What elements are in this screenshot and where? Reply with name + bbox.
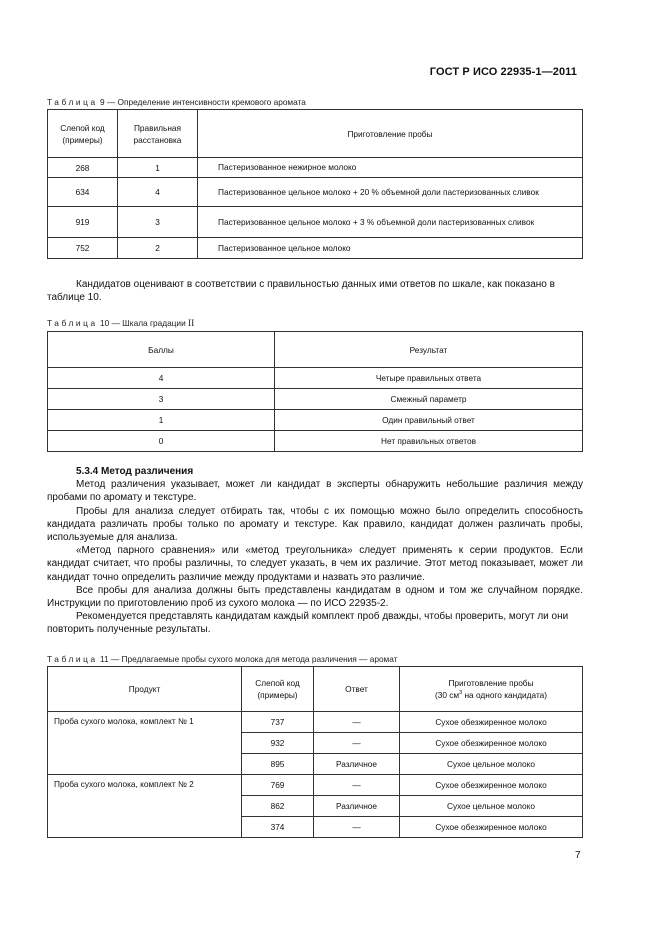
cell-points: 4 [48, 368, 275, 389]
header-line-2b: на одного кандидата) [462, 690, 548, 700]
table-9 [47, 109, 583, 259]
paragraph-text: Все пробы для анализа должны быть представлены кандидатам в одном и том же случайном порядке. Инструкции по приготовлению проб из сухого молока — по ИСО 22935-2. [47, 584, 583, 610]
cell-answer: Различное [314, 754, 400, 775]
paragraph-text: Метод различения указывает, может ли кандидат в эксперты обнаружить небольшие различия между пробами по аромату и текстуре. [47, 479, 583, 504]
table-10 [47, 331, 583, 452]
paragraph-text: «Метод парного сравнения» или «метод треугольника» следует применять к серии продуктов. Если кандидат считает, что пробы различны, то следует указать, в чем их различие. Этот метод показывает, может ли кандидат точно определить различие между продуктами и назвать это различие. [47, 545, 583, 583]
table-row [48, 712, 583, 733]
table-row [48, 178, 583, 207]
column-header-product: Продукт [48, 667, 242, 712]
table-header-row [48, 332, 583, 368]
table-row [48, 775, 583, 796]
cell-code: 374 [242, 817, 314, 838]
table-row [48, 410, 583, 431]
paragraph-scale-intro [47, 278, 583, 304]
cell-preparation: Сухое цельное молоко [400, 796, 583, 817]
header-line-2a: (30 см [434, 690, 460, 700]
cell-preparation: Сухое обезжиренное молоко [400, 775, 583, 796]
cell-answer: — [314, 775, 400, 796]
cell-preparation: Пастеризованное цельное молоко [198, 238, 583, 259]
table-row [48, 389, 583, 410]
caption-word: Таблица [47, 97, 98, 107]
paragraph-text: Пробы для анализа следует отбирать так, чтобы с их помощью можно было определить способность кандидата различать пробы только по аромату и текстуре. Как правило, кандидат должен различать пробы, используемые для анализа. [47, 505, 583, 544]
cell-code: 752 [48, 238, 118, 259]
column-header-result: Результат [275, 332, 583, 368]
cell-answer: — [314, 733, 400, 754]
cell-points: 1 [48, 410, 275, 431]
cell-code: 932 [242, 733, 314, 754]
caption-word: Таблица [47, 318, 98, 328]
cell-code: 769 [242, 775, 314, 796]
cell-code: 634 [48, 178, 118, 207]
column-header-answer: Ответ [314, 667, 400, 712]
table-row [48, 238, 583, 259]
paragraph-text: Рекомендуется представлять кандидатам каждый комплект проб дважды, чтобы проверить, могут ли они повторить полученные результаты. [47, 611, 569, 636]
table-11 [47, 666, 583, 838]
header-line-1: Приготовление пробы [448, 678, 534, 688]
cell-order: 3 [118, 207, 198, 238]
column-header-points: Баллы [48, 332, 275, 368]
cell-preparation: Сухое обезжиренное молоко [400, 817, 583, 838]
document-header: ГОСТ Р ИСО 22935-1—2011 [429, 66, 577, 78]
table-row [48, 207, 583, 238]
superscript: 3 [459, 690, 463, 697]
cell-code: 895 [242, 754, 314, 775]
cell-product: Проба сухого молока, комплект № 1 [48, 712, 242, 775]
cell-preparation: Пастеризованное нежирное молоко [198, 158, 583, 178]
table-11-caption [47, 654, 398, 664]
cell-answer: — [314, 817, 400, 838]
cell-result: Нет правильных ответов [275, 431, 583, 452]
table-row [48, 158, 583, 178]
cell-answer: Различное [314, 796, 400, 817]
cell-code: 862 [242, 796, 314, 817]
table-header-row [48, 667, 583, 712]
caption-text: 10 — Шкала градации [97, 318, 186, 328]
cell-result: Четыре правильных ответа [275, 368, 583, 389]
table-row [48, 431, 583, 452]
table-9-caption [47, 97, 306, 107]
cell-preparation: Сухое обезжиренное молоко [400, 733, 583, 754]
cell-order: 2 [118, 238, 198, 259]
cell-result: Один правильный ответ [275, 410, 583, 431]
cell-points: 0 [48, 431, 275, 452]
table-header-row [48, 110, 583, 158]
paragraph-text: Кандидатов оценивают в соответствии с правильностью данных ими ответов по шкале, как показано в таблице 10. [47, 279, 555, 304]
cell-preparation: Пастеризованное цельное молоко + 20 % объемной доли пастеризованных сливок [198, 178, 583, 207]
cell-preparation: Пастеризованное цельное молоко + 3 % объемной доли пастеризованных сливок [198, 207, 583, 238]
cell-answer: — [314, 712, 400, 733]
cell-order: 4 [118, 178, 198, 207]
table-row [48, 368, 583, 389]
cell-code: 268 [48, 158, 118, 178]
cell-points: 3 [48, 389, 275, 410]
table-10-caption [47, 318, 194, 329]
section-heading: 5.3.4 Метод различения [76, 466, 194, 477]
caption-suffix: II [188, 319, 195, 329]
cell-code: 919 [48, 207, 118, 238]
column-header-code: Слепой код (примеры) [48, 110, 118, 158]
cell-order: 1 [118, 158, 198, 178]
column-header-preparation: Приготовление пробы [198, 110, 583, 158]
caption-text: 11 — Предлагаемые пробы сухого молока для метода различения — аромат [97, 654, 398, 664]
caption-text: 9 — Определение интенсивности кремового аромата [97, 97, 306, 107]
cell-product: Проба сухого молока, комплект № 2 [48, 775, 242, 838]
column-header-preparation [400, 667, 583, 712]
caption-word: Таблица [47, 654, 98, 664]
cell-result: Смежный параметр [275, 389, 583, 410]
section-discrimination-method [47, 465, 583, 637]
page-number: 7 [575, 850, 581, 861]
cell-code: 737 [242, 712, 314, 733]
cell-preparation: Сухое цельное молоко [400, 754, 583, 775]
cell-preparation: Сухое обезжиренное молоко [400, 712, 583, 733]
column-header-code: Слепой код (примеры) [242, 667, 314, 712]
column-header-order: Правильная расстановка [118, 110, 198, 158]
